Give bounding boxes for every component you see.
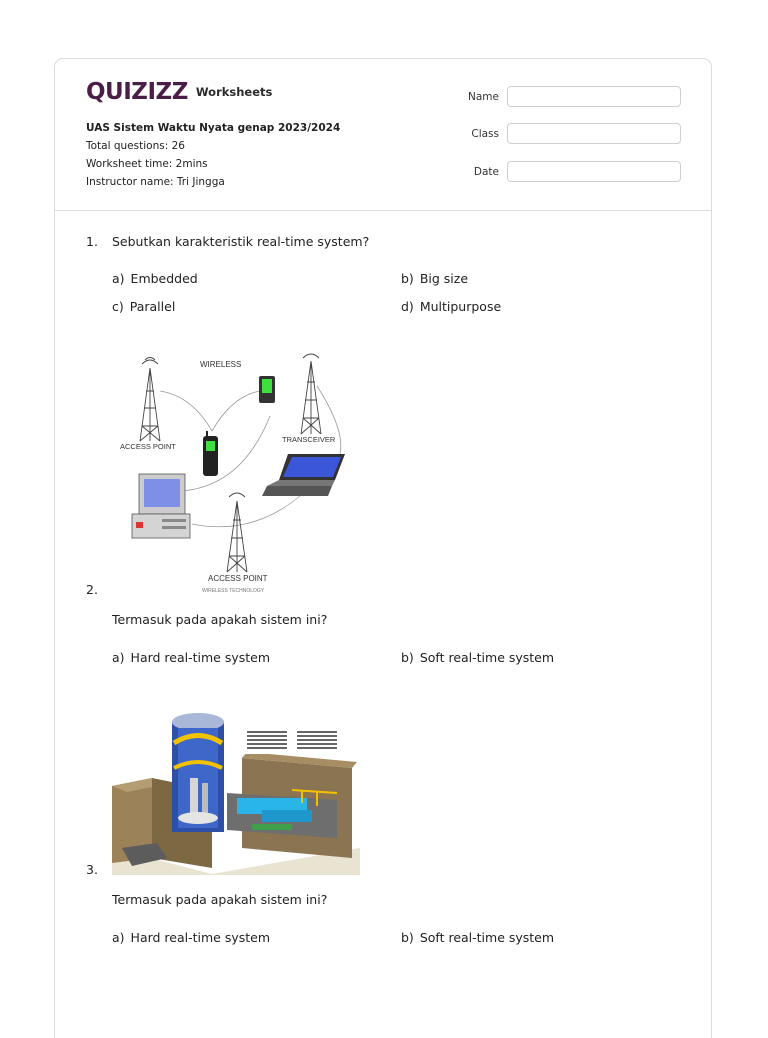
option-letter: d) [401,299,414,314]
antenna-tower-icon [227,493,247,572]
option-a[interactable] [112,271,198,286]
option-text: Embedded [130,271,198,286]
question-number: 1. [86,234,98,249]
option-b[interactable] [401,650,554,665]
laptop-icon [262,454,345,496]
option-b[interactable] [401,930,554,945]
option-letter: c) [112,299,124,314]
option-a[interactable] [112,930,270,945]
transceiver-tower-icon [301,354,321,434]
name-label: Name [468,90,499,103]
link-arc [160,391,212,431]
class-field[interactable] [507,123,681,144]
quizizz-logo [86,79,272,105]
wireless-network-figure [112,346,364,598]
option-letter: b) [401,271,414,286]
option-a[interactable] [112,650,270,665]
option-text: Soft real-time system [419,650,555,665]
worksheet-title: UAS Sistem Waktu Nyata genap 2023/2024 [86,122,341,134]
desktop-computer-icon [132,474,190,538]
figure-caption: WIRELESS TECHNOLOGY [202,588,265,594]
option-text: Parallel [129,299,176,314]
worksheet-time: Worksheet time: 2mins [86,158,208,170]
option-letter: a) [112,650,125,665]
link-arc [182,416,270,491]
link-arc [212,391,260,431]
class-label: Class [471,127,499,140]
question-text: Termasuk pada apakah sistem ini? [112,892,328,907]
link-arc [192,496,300,527]
logo-subtitle: Worksheets [195,85,273,99]
instructor-name: Instructor name: Tri Jingga [86,176,225,188]
logo-wordmark: QUIZIZZ [86,79,188,105]
total-questions: Total questions: 26 [86,140,185,152]
option-text: Big size [419,271,469,286]
option-text: Hard real-time system [130,650,271,665]
date-field-row [455,161,681,182]
transceiver-label: TRANSCEIVER [282,435,336,444]
option-letter: b) [401,930,414,945]
option-text: Hard real-time system [130,930,271,945]
option-letter: b) [401,650,414,665]
reactor-plant-figure [112,698,360,875]
option-c[interactable] [112,299,175,314]
option-text: Multipurpose [419,299,502,314]
antenna-tower-icon [140,358,160,442]
class-field-row [455,123,681,144]
question-text: Sebutkan karakteristik real-time system? [112,234,370,249]
question-number: 3. [86,862,98,877]
worksheet-meta [86,119,340,191]
cell-phone-icon [203,431,218,476]
option-text: Soft real-time system [419,930,555,945]
date-field[interactable] [507,161,681,182]
option-b[interactable] [401,271,468,286]
access-point-label: ACCESS POINT [120,442,176,451]
option-letter: a) [112,930,125,945]
wireless-label: WIRELESS [200,360,242,369]
option-d[interactable] [401,299,501,314]
question-number: 2. [86,582,98,597]
question-text: Termasuk pada apakah sistem ini? [112,612,328,627]
access-point-label: ACCESS POINT [208,574,268,583]
date-label: Date [473,165,499,178]
name-field-row [455,86,681,107]
worksheet-header [55,59,711,211]
option-letter: a) [112,271,125,286]
name-field[interactable] [507,86,681,107]
pda-icon [259,376,275,403]
